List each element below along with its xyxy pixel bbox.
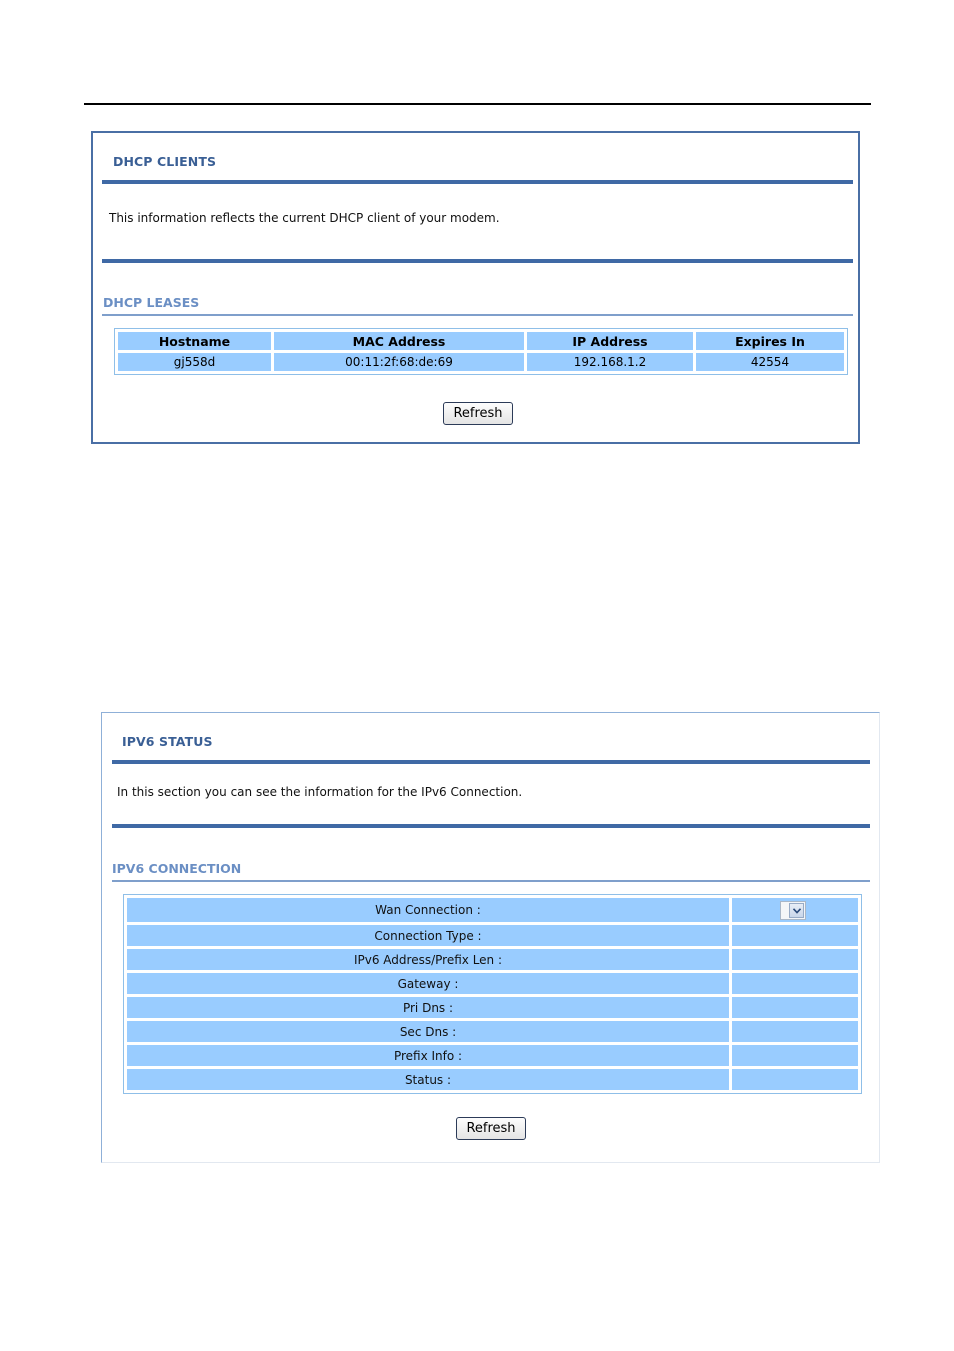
ipv6-connection-table — [123, 894, 862, 1094]
ipv6-description: In this section you can see the information for the IPv6 Connection. — [117, 785, 523, 799]
ipv6-status-title: IPV6 STATUS — [122, 734, 213, 749]
lease-mac-address: 00:11:2f:68:de:69 — [274, 353, 524, 371]
wan-connection-select[interactable] — [780, 901, 806, 920]
column-header-ip-address: IP Address — [527, 332, 693, 350]
table-row — [127, 1045, 858, 1066]
table-row — [127, 949, 858, 970]
dhcp-leases-table — [114, 328, 848, 375]
gateway-value — [732, 973, 858, 994]
dhcp-description: This information reflects the current DHCP client of your modem. — [109, 211, 500, 225]
pri-dns-value — [732, 997, 858, 1018]
table-row — [127, 973, 858, 994]
status-value — [732, 1069, 858, 1090]
description-divider — [102, 259, 853, 263]
connection-type-label: Connection Type : — [127, 925, 729, 946]
chevron-down-icon — [789, 903, 804, 918]
description-divider — [112, 824, 870, 828]
prefix-info-label: Prefix Info : — [127, 1045, 729, 1066]
column-header-hostname: Hostname — [118, 332, 271, 350]
dhcp-leases-title: DHCP LEASES — [103, 295, 200, 310]
sec-dns-value — [732, 1021, 858, 1042]
table-row — [127, 898, 858, 922]
column-header-mac-address: MAC Address — [274, 332, 524, 350]
title-divider — [112, 760, 870, 764]
column-header-expires-in: Expires In — [696, 332, 844, 350]
table-row — [127, 1021, 858, 1042]
prefix-info-value — [732, 1045, 858, 1066]
status-label: Status : — [127, 1069, 729, 1090]
dhcp-refresh-button[interactable]: Refresh — [443, 402, 513, 425]
sec-dns-label: Sec Dns : — [127, 1021, 729, 1042]
wan-connection-label: Wan Connection : — [127, 898, 729, 922]
connection-type-value — [732, 925, 858, 946]
table-header-row — [118, 332, 844, 350]
lease-expires-in: 42554 — [696, 353, 844, 371]
page-header-rule — [84, 103, 871, 105]
lease-hostname: gj558d — [118, 353, 271, 371]
table-row — [127, 925, 858, 946]
wan-connection-value — [732, 898, 858, 922]
table-row — [127, 1069, 858, 1090]
pri-dns-label: Pri Dns : — [127, 997, 729, 1018]
dhcp-clients-panel — [91, 131, 860, 444]
ipv6-status-panel — [101, 712, 880, 1163]
gateway-label: Gateway : — [127, 973, 729, 994]
dhcp-clients-title: DHCP CLIENTS — [113, 154, 217, 169]
ipv6-connection-title: IPV6 CONNECTION — [112, 861, 242, 876]
connection-divider — [112, 880, 870, 882]
ipv6-address-prefix-value — [732, 949, 858, 970]
ipv6-refresh-button[interactable]: Refresh — [456, 1117, 526, 1140]
leases-divider — [102, 314, 853, 316]
table-row — [118, 353, 844, 371]
ipv6-address-prefix-label: IPv6 Address/Prefix Len : — [127, 949, 729, 970]
title-divider — [102, 180, 853, 184]
lease-ip-address: 192.168.1.2 — [527, 353, 693, 371]
table-row — [127, 997, 858, 1018]
